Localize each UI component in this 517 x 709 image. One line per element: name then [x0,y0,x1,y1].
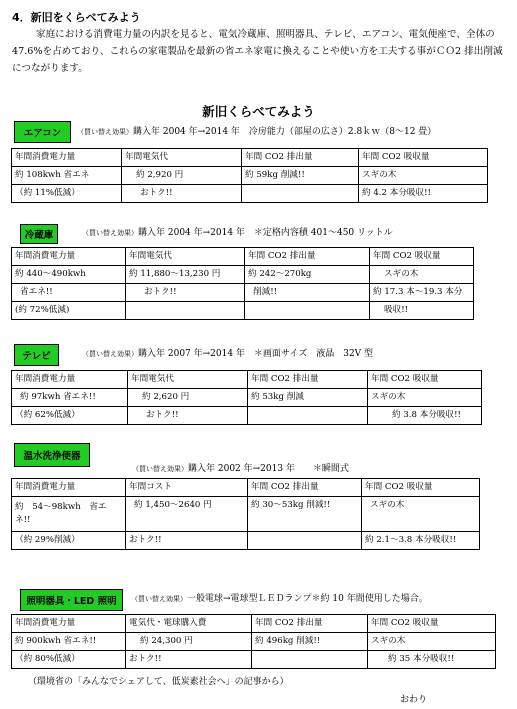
table-cell [252,651,368,669]
table-cell: 約 30～53kg 削減!! [248,497,362,532]
table-cell: スギの木 [368,389,482,407]
table-lighting [11,614,496,669]
table-header-row [12,149,488,167]
table-cell: 約 1,450～2640 円 [126,497,248,532]
section-heading: 4．新旧をくらべてみよう [12,11,141,24]
note-aircon [77,124,436,137]
table-cell: おトク!! [126,532,248,550]
table-cell: 省エネ!! [12,284,126,302]
table-row [12,389,482,407]
intro-paragraph [12,26,508,77]
table-cell: 約 59kg 削減!! [242,167,359,185]
badge-refrigerator: 冷蔵庫 [20,224,58,244]
table-cell: 削減!! [245,284,370,302]
table-row [12,167,488,185]
table-row [12,651,496,669]
effect-label: （買い替え効果） [131,595,187,603]
header-cell: 年間消費電力量 [12,615,126,633]
header-cell: 年間 CO2 排出量 [242,149,359,167]
table-cell: おトク!! [122,185,242,203]
table-cell [245,302,370,320]
header-cell: 年間 CO2 吸収量 [362,479,480,497]
table-row [12,284,474,302]
table-row [12,532,480,550]
table-cell [126,302,245,320]
header-cell: 年間電気代 [128,371,248,389]
table-header-row [12,248,474,266]
header-cell: 年間 CO2 排出量 [252,615,368,633]
table-row [12,497,480,532]
header-cell: 年間 CO2 排出量 [248,371,368,389]
effect-label: （買い替え効果） [132,465,188,473]
page-title: 新旧くらべてみよう [202,104,315,119]
table-cell: 約 900kwh 省エネ!! [12,633,126,651]
table-cell: おトク!! [126,651,252,669]
header-cell: 年間消費電力量 [12,371,128,389]
table-header-row [12,615,496,633]
note-tv [82,346,373,359]
header-cell: 年間 CO2 吸収量 [368,615,496,633]
table-aircon [11,148,488,203]
table-cell: 約 17.3 本～19.3 本分 [370,284,474,302]
purchase-note: 一般電球→電球型ＬＥＤランプ＊約 10 年間使用した場合。 [187,594,428,604]
table-cell: 約 4.2 本分吸収!! [359,185,488,203]
table-header-row [12,371,482,389]
table-row [12,185,488,203]
table-cell: 約 53kg 削減 [248,389,368,407]
header-cell: 年間電気代 [122,149,242,167]
table-cell: （約 29%削減） [12,532,126,550]
header-cell: 年間電気代 [126,248,245,266]
header-cell: 年間 CO2 排出量 [245,248,370,266]
table-cell: スギの木 [370,266,474,284]
note-refrigerator [82,225,393,238]
header-cell: 年間 CO2 吸収量 [359,149,488,167]
table-cell: スギの木 [362,497,480,532]
table-cell: 約 108kwh 省エネ [12,167,122,185]
footer-source: （環境省の「みんなでシェアして、低炭素社会へ」の記事から） [28,677,289,687]
table-cell: 約 54～98kwh 省エネ!! [12,497,126,532]
table-cell: おトク!! [126,284,245,302]
badge-tv: テレビ [14,344,59,366]
table-cell: 約 496kg 削減!! [252,633,368,651]
table-tv [11,370,482,425]
table-cell: 約 440～490kwh [12,266,126,284]
table-toilet [11,478,480,550]
table-header-row [12,479,480,497]
badge-toilet: 温水洗浄便器 [14,443,90,467]
header-cell: 年間消費電力量 [12,248,126,266]
table-cell: 約 242～270kg [245,266,370,284]
badge-aircon: エアコン [14,121,71,143]
table-cell: 約 3.8 本分吸収!! [368,407,482,425]
header-cell: 年間 CO2 吸収量 [370,248,474,266]
header-cell: 電気代・電球購入費 [126,615,252,633]
table-cell: 約 11,880～13,230 円 [126,266,245,284]
table-cell [242,185,359,203]
table-row [12,302,474,320]
table-cell: 約 2,620 円 [128,389,248,407]
header-cell: 年間 CO2 排出量 [248,479,362,497]
header-cell: 年間 CO2 吸収量 [368,371,482,389]
footer-end: おわり [400,695,428,705]
table-row [12,266,474,284]
table-cell: 約 35 本分吸収!! [368,651,496,669]
table-cell: 約 2,920 円 [122,167,242,185]
table-cell [248,532,362,550]
table-refrigerator [11,247,474,320]
purchase-note: 購入年 2002 年→2013 年 ＊瞬間式 [188,464,349,474]
table-row [12,633,496,651]
purchase-note: 購入年 2007 年→2014 年 ＊画面サイズ 液晶 32V 型 [138,349,374,359]
table-cell: 約 2.1～3.8 本分吸収!! [362,532,480,550]
table-cell: 約 24,300 円 [126,633,252,651]
purchase-note: 購入年 2004 年→2014 年 ＊定格内容積 401～450 リットル [138,228,393,238]
table-cell: 吸収!! [370,302,474,320]
effect-label: （買い替え効果） [82,229,138,237]
purchase-note: 購入年 2004 年→2014 年 冷房能力（部屋の広さ）2.8ｋｗ（8～12 畳） [133,127,437,137]
table-cell: おトク!! [128,407,248,425]
effect-label: （買い替え効果） [77,128,133,136]
table-cell: （約 80%低減） [12,651,126,669]
note-toilet [132,461,349,474]
badge-lighting: 照明器具・LED 照明 [20,589,123,611]
table-cell: （約 11%低減） [12,185,122,203]
effect-label: （買い替え効果） [82,350,138,358]
table-cell [248,407,368,425]
table-row [12,407,482,425]
header-cell: 年間コスト [126,479,248,497]
table-cell: 約 97kwh 省エネ!! [12,389,128,407]
table-cell: スギの木 [359,167,488,185]
header-cell: 年間消費電力量 [12,149,122,167]
table-cell: (約 72%低減) [12,302,126,320]
table-cell: （約 62%低減） [12,407,128,425]
note-lighting [131,591,428,604]
intro-text: 家庭における消費電力量の内訳を見ると、電気冷蔵庫、照明器具、テレビ、エアコン、電気便座で、全体の 47.6%を占めており、これらの家電製品を最新の省エネ家電に換えることや使い方を工夫する事がＣＯ2 排出削減につながります。 [12,29,505,74]
header-cell: 年間消費電力量 [12,479,126,497]
table-cell: スギの木 [368,633,496,651]
